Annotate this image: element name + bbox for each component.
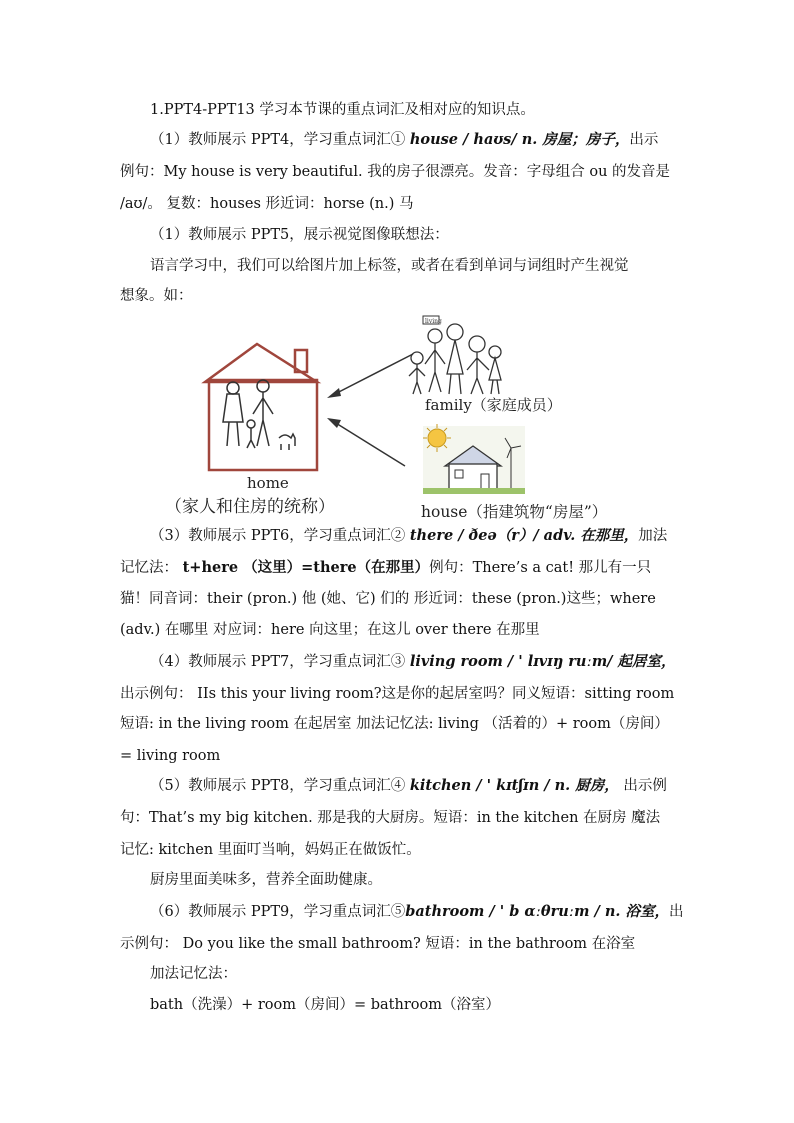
text-segment: t+here （这里）=there（在那里）: [182, 559, 430, 576]
text-segment: bathroom / ' b ɑːθruːm / n. 浴室，: [405, 903, 670, 920]
sun-icon: [428, 429, 446, 447]
text-line: [120, 286, 680, 306]
text-segment: living room / ' lɪvɪŋ ruːm/ 起居室，: [409, 653, 676, 670]
home-label: home: [247, 474, 289, 492]
mother-head: [227, 382, 239, 394]
text-segment: 语言学习中，我们可以给图片加上标签，或者在看到单词与词组时产生视觉: [150, 258, 629, 274]
text-segment: (adv.) 在哪里 对应词：here 向这里；在这儿 over there 在那里: [120, 622, 540, 638]
text-segment: （4）教师展示 PPT7，学习重点词汇③: [150, 654, 410, 670]
text-segment: 出示例: [618, 778, 667, 794]
arrow-family-to-home: [331, 354, 413, 396]
home-description: （家人和住房的统称）: [165, 497, 335, 517]
text-line: [150, 256, 710, 276]
text-line: [150, 652, 710, 672]
dog-figure: [279, 434, 295, 450]
text-segment: 短语: in the living room 在起居室 加法记忆法: living （活着的）+ room（房间）: [120, 716, 669, 732]
text-line: [150, 225, 710, 245]
text-segment: there / ðeə（r）/ adv. 在那里，: [409, 527, 639, 544]
text-line: [120, 162, 680, 182]
text-segment: 句：That’s my big kitchen. 那是我的大厨房。短语：in the kitchen 在厨房 魔法: [120, 810, 661, 826]
text-line: [120, 620, 680, 640]
text-segment: 例句：My house is very beautiful. 我的房子很漂亮。发音：字母组合 ou 的发音是: [120, 164, 671, 180]
text-line: [150, 100, 710, 120]
text-line: [150, 130, 710, 150]
text-segment: （5）教师展示 PPT8，学习重点词汇④: [150, 778, 410, 794]
house-walls: [449, 464, 497, 490]
text-line: [120, 746, 680, 766]
text-segment: 1.PPT4-PPT13 学习本节课的重点词汇及相对应的知识点。: [150, 102, 535, 118]
text-segment: /aʊ/。 复数：houses 形近词：horse (n.) 马: [120, 196, 414, 212]
text-line: [150, 995, 710, 1015]
text-segment: （1）教师展示 PPT5，展示视觉图像联想法：: [150, 227, 449, 243]
house-label: house（指建筑物“房屋”）: [421, 503, 608, 520]
father-body: [253, 392, 273, 446]
text-segment: 想象。如：: [120, 288, 193, 304]
home-drawing: [205, 344, 317, 470]
text-line: [150, 526, 710, 546]
text-line: [120, 194, 680, 214]
text-segment: = living room: [120, 748, 221, 764]
text-line: [120, 684, 680, 704]
text-segment: （3）教师展示 PPT6，学习重点词汇②: [150, 528, 410, 544]
house-illustration: [423, 424, 525, 494]
text-segment: （1）教师展示 PPT4，学习重点词汇①: [150, 132, 410, 148]
mother-body: [223, 394, 243, 422]
text-segment: house / haʊs/ n. 房屋；房子，: [409, 131, 630, 148]
text-line: [150, 776, 710, 796]
text-line: [120, 934, 680, 954]
text-segment: 示例句： Do you like the small bathroom? 短语：in the bathroom 在浴室: [120, 936, 636, 952]
text-line: [120, 589, 680, 609]
arrow-house-to-home: [331, 420, 405, 466]
text-segment: 记忆: kitchen 里面叮当响，妈妈正在做饭忙。: [120, 842, 421, 858]
text-segment: bath（洗澡）+ room（房间）= bathroom（浴室）: [150, 997, 500, 1013]
text-segment: kitchen / ' kɪtʃɪn / n. 厨房，: [409, 777, 619, 794]
text-line: [120, 714, 680, 734]
text-segment: 厨房里面美味多，营养全面助健康。: [150, 872, 382, 888]
text-segment: 加法记忆法：: [150, 966, 237, 982]
text-segment: 出示例句： IIs this your living room?这是你的起居室吗？同义短语：sitting room: [120, 686, 675, 702]
text-segment: 出示: [629, 132, 659, 148]
text-line: [120, 840, 680, 860]
text-line: [150, 902, 710, 922]
text-line: [120, 808, 680, 828]
text-line: [150, 964, 710, 984]
text-segment: 例句：There’s a cat! 那儿有一只: [429, 560, 652, 576]
figure-illustration: [155, 314, 681, 520]
text-line: [150, 870, 710, 890]
child-head: [247, 420, 255, 428]
family-illustration: [409, 316, 501, 394]
text-line: [120, 558, 680, 578]
visual-association-figure: [155, 314, 681, 520]
text-segment: 记忆法：: [120, 560, 183, 576]
text-segment: （6）教师展示 PPT9，学习重点词汇⑤: [150, 904, 406, 920]
text-segment: 加法: [638, 528, 668, 544]
arrows: [327, 354, 413, 466]
family-label: family（家庭成员）: [425, 396, 562, 414]
text-segment: 猫！同音词：their (pron.) 他 (她、它) 们的 形近词：these (pron.)这些；where: [120, 591, 656, 607]
text-segment: 出: [669, 904, 684, 920]
family-sign-text: living: [425, 318, 442, 325]
